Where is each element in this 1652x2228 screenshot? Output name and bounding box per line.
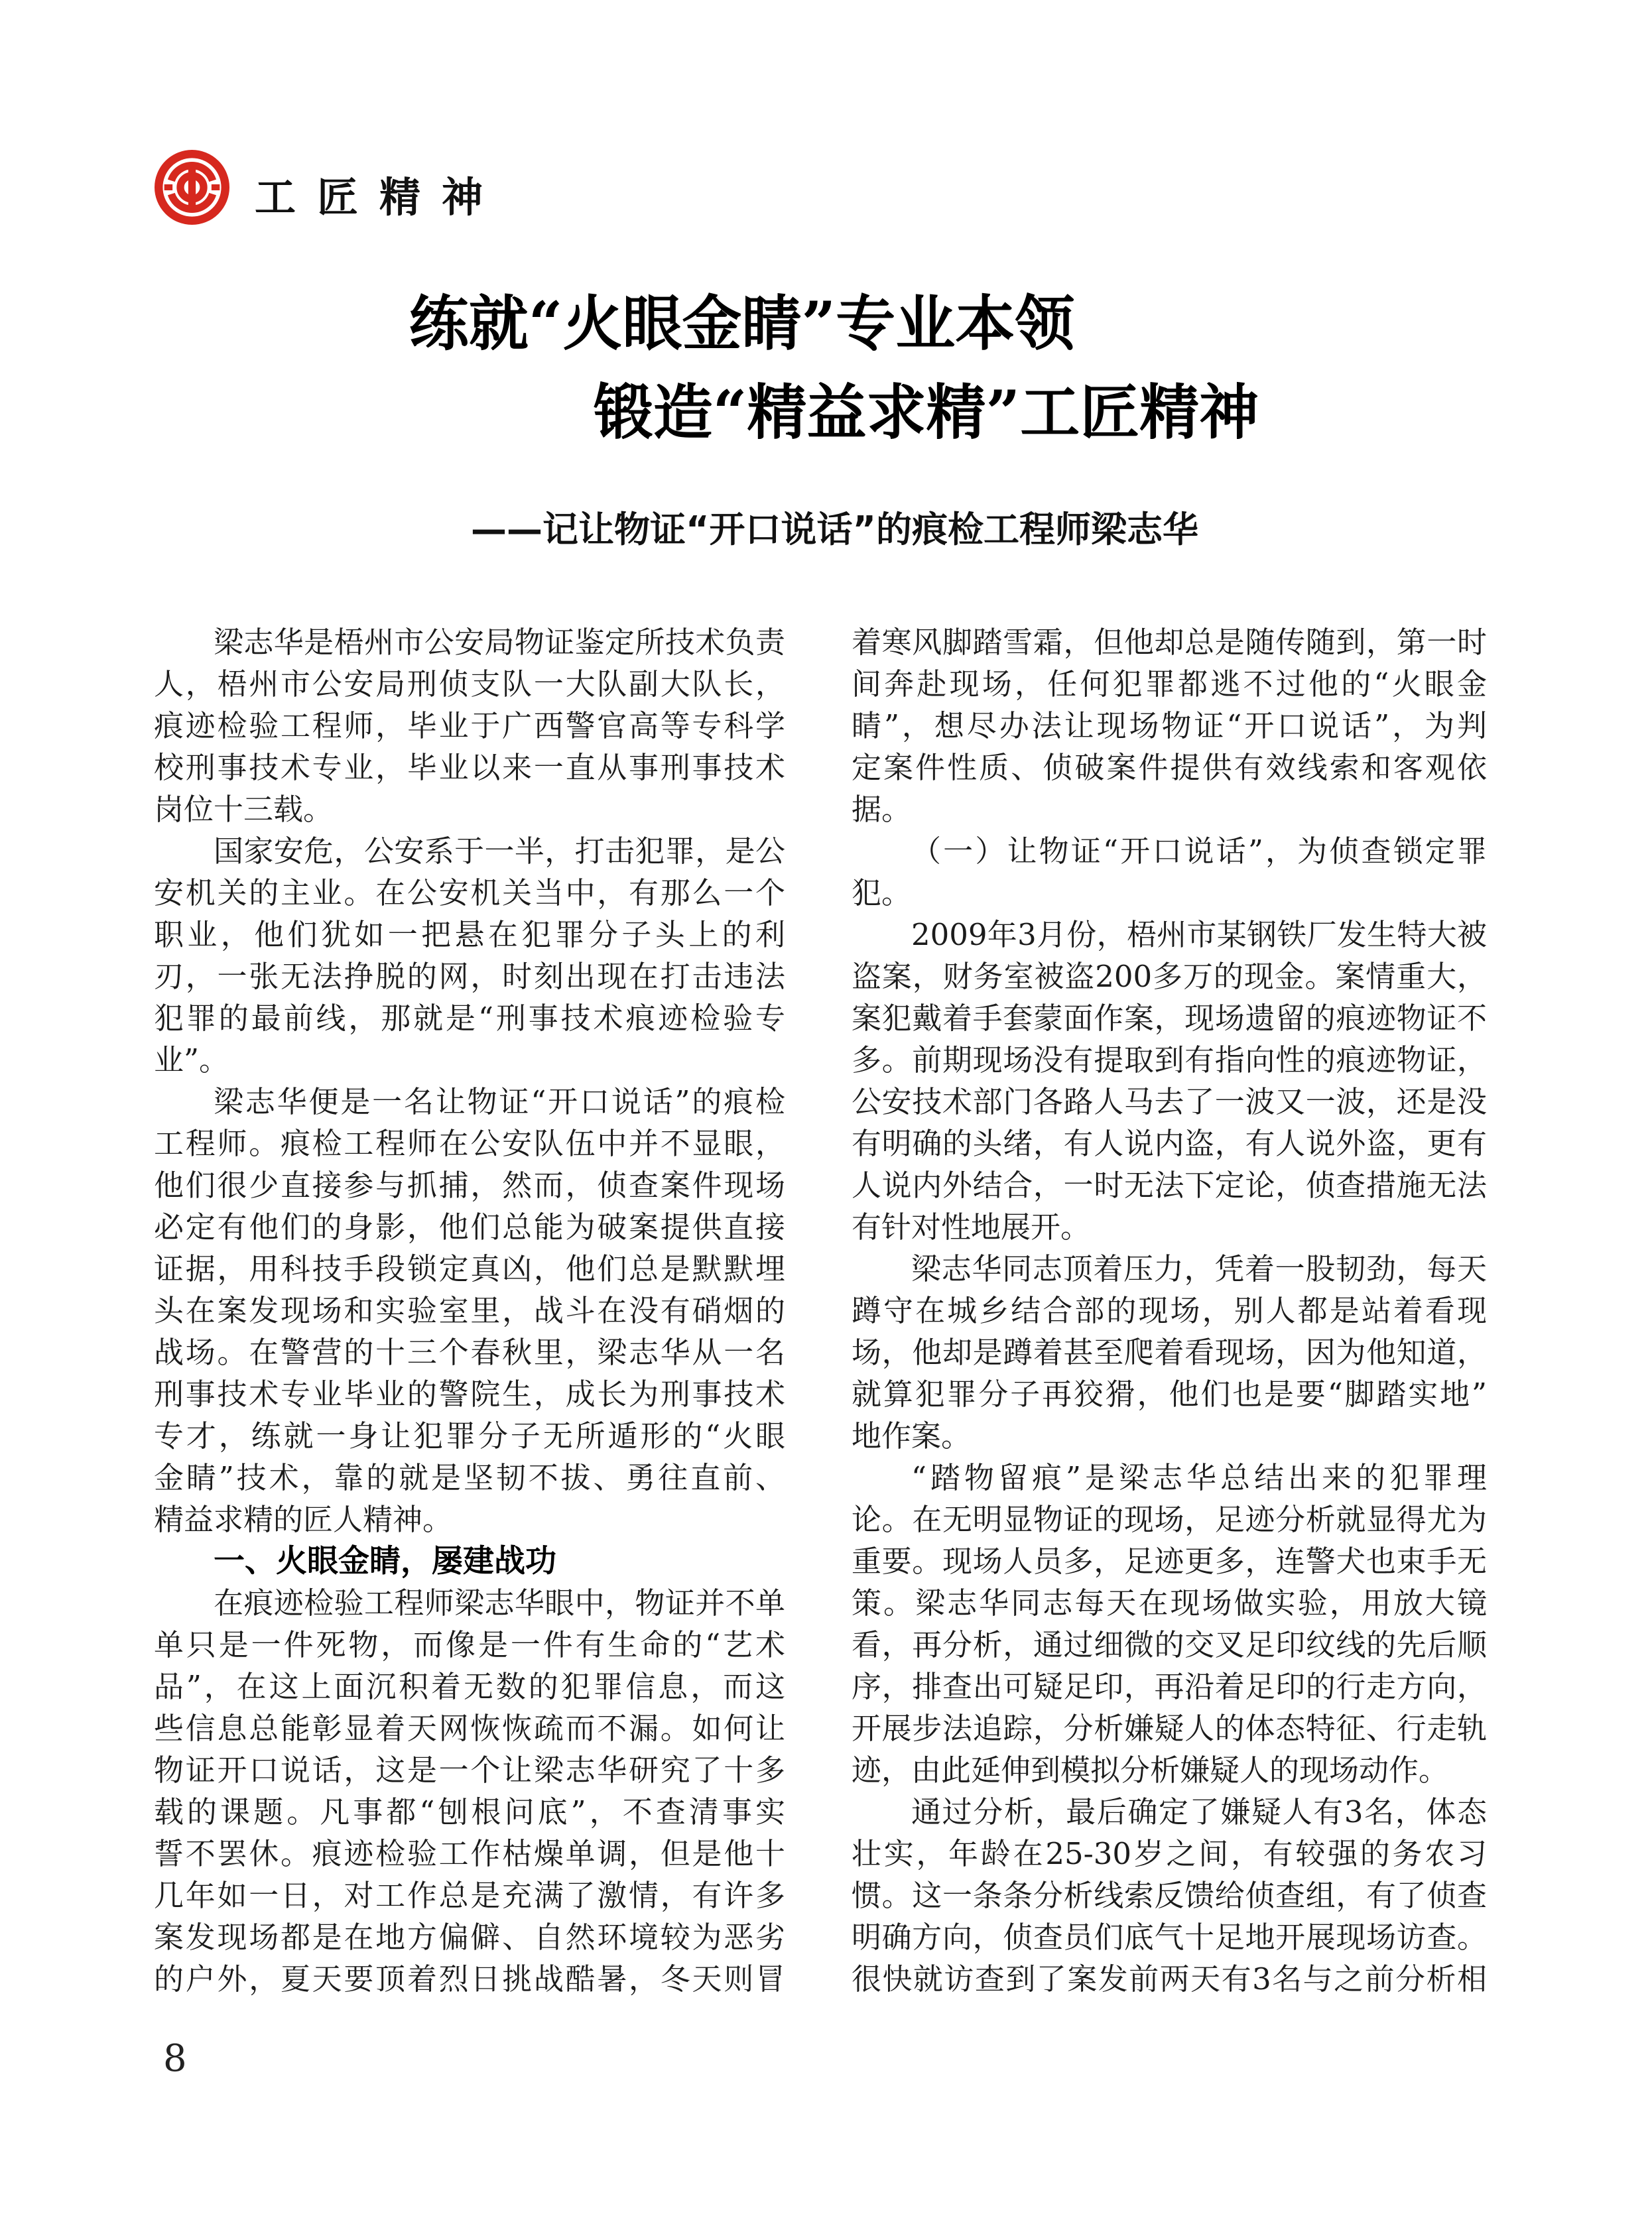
paragraph-line: 人，梧州市公安局刑侦支队一大队副大队长， xyxy=(154,666,785,702)
paragraph-line: 蹲守在城乡结合部的现场，别人都是站着看现 xyxy=(852,1293,1487,1328)
article-title-line-2: 锻造“精益求精”工匠精神 xyxy=(593,377,1259,448)
article-title-line-1: 练就“火眼金睛”专业本领 xyxy=(409,288,1075,359)
paragraph-line: 公安技术部门各路人马去了一波又一波，还是没 xyxy=(852,1084,1487,1119)
paragraph-line: 迹，由此延伸到模拟分析嫌疑人的现场动作。 xyxy=(852,1753,1449,1788)
paragraph-line: 些信息总能彰显着天网恢恢疏而不漏。如何让 xyxy=(154,1711,785,1746)
paragraph-line: 重要。现场人员多，足迹更多，连警犬也束手无 xyxy=(852,1544,1487,1579)
paragraph-line: 业”。 xyxy=(154,1042,229,1078)
paragraph-line: 岗位十三载。 xyxy=(154,792,334,827)
paragraph-line: 职业，他们犹如一把悬在犯罪分子头上的利 xyxy=(154,917,785,952)
paragraph-line: 犯。 xyxy=(852,875,912,910)
paragraph-line: 场，他却是蹲着甚至爬着看现场，因为他知道， xyxy=(852,1335,1487,1370)
paragraph-line: 工程师。痕检工程师在公安队伍中并不显眼， xyxy=(154,1126,785,1161)
paragraph-line: 犯罪的最前线，那就是“刑事技术痕迹检验专 xyxy=(154,1001,785,1036)
section-heading: 一、火眼金睛，屡建战功 xyxy=(214,1543,556,1579)
paragraph-line: 案犯戴着手套蒙面作案，现场遗留的痕迹物证不 xyxy=(852,1001,1487,1036)
paragraph-line: 通过分析，最后确定了嫌疑人有3名，体态 xyxy=(911,1794,1487,1829)
paragraph-line: 在痕迹检验工程师梁志华眼中，物证并不单 xyxy=(214,1585,785,1621)
paragraph-line: 开展步法追踪，分析嫌疑人的体态特征、行走轨 xyxy=(852,1711,1487,1746)
paragraph-line: 单只是一件死物，而像是一件有生命的“艺术 xyxy=(154,1627,785,1662)
paragraph-line: 有针对性地展开。 xyxy=(852,1209,1091,1245)
paragraph-line: 着寒风脚踏雪霜，但他却总是随传随到，第一时 xyxy=(852,625,1487,660)
paragraph-line: 安机关的主业。在公安机关当中，有那么一个 xyxy=(154,875,785,910)
paragraph-line: 他们很少直接参与抓捕，然而，侦查案件现场 xyxy=(154,1168,785,1203)
paragraph-line: （一）让物证“开口说话”，为侦查锁定罪 xyxy=(911,834,1487,869)
paragraph-line: 策。梁志华同志每天在现场做实验，用放大镜 xyxy=(852,1585,1487,1621)
paragraph-line: 据。 xyxy=(852,792,912,827)
paragraph-line: 人说内外结合，一时无法下定论，侦查措施无法 xyxy=(852,1168,1487,1203)
body-text-column-right xyxy=(852,621,1487,2000)
paragraph-line: 看，再分析，通过细微的交叉足印纹线的先后顺 xyxy=(852,1627,1487,1662)
paragraph-line: 头在案发现场和实验室里，战斗在没有硝烟的 xyxy=(154,1293,785,1328)
paragraph-line: 证据，用科技手段锁定真凶，他们总是默默埋 xyxy=(154,1251,785,1286)
paragraph-line: 专才，练就一身让犯罪分子无所遁形的“火眼 xyxy=(154,1418,785,1454)
paragraph-line: 战场。在警营的十三个春秋里，梁志华从一名 xyxy=(154,1335,785,1370)
paragraph-line: 誓不罢休。痕迹检验工作枯燥单调，但是他十 xyxy=(154,1836,785,1871)
paragraph-line: 载的课题。凡事都“刨根问底”，不查清事实 xyxy=(154,1794,785,1829)
paragraph-line: 刃，一张无法挣脱的网，时刻出现在打击违法 xyxy=(154,959,785,994)
paragraph-line: 明确方向，侦查员们底气十足地开展现场访查。 xyxy=(852,1920,1487,1955)
paragraph-line: 梁志华是梧州市公安局物证鉴定所技术负责 xyxy=(214,625,785,660)
paragraph-line: 地作案。 xyxy=(852,1418,972,1454)
paragraph-line: 睛”，想尽办法让现场物证“开口说话”，为判 xyxy=(852,708,1487,743)
paragraph-line: 痕迹检验工程师，毕业于广西警官高等专科学 xyxy=(154,708,785,743)
paragraph-line: “踏物留痕”是梁志华总结出来的犯罪理 xyxy=(911,1460,1487,1495)
paragraph-line: 就算犯罪分子再狡猾，他们也是要“脚踏实地” xyxy=(852,1377,1487,1412)
paragraph-line: 很快就访查到了案发前两天有3名与之前分析相 xyxy=(852,1961,1487,1997)
trade-union-emblem-icon xyxy=(155,150,229,225)
paragraph-line: 几年如一日，对工作总是充满了激情，有许多 xyxy=(154,1878,785,1913)
paragraph-line: 金睛”技术，靠的就是坚韧不拔、勇往直前、 xyxy=(154,1460,785,1495)
paragraph-line: 的户外，夏天要顶着烈日挑战酷暑，冬天则冒 xyxy=(154,1961,785,1997)
paragraph-line: 间奔赴现场，任何犯罪都逃不过他的“火眼金 xyxy=(852,666,1487,702)
column-banner-text: 工匠精神 xyxy=(255,173,505,221)
page-number: 8 xyxy=(163,2037,187,2080)
paragraph-line: 精益求精的匠人精神。 xyxy=(154,1502,453,1537)
paragraph-line: 2009年3月份，梧州市某钢铁厂发生特大被 xyxy=(911,917,1487,952)
paragraph-line: 物证开口说话，这是一个让梁志华研究了十多 xyxy=(154,1753,785,1788)
paragraph-line: 盗案，财务室被盗200多万的现金。案情重大， xyxy=(852,959,1487,994)
paragraph-line: 国家安危，公安系于一半，打击犯罪，是公 xyxy=(214,834,785,869)
paragraph-line: 梁志华便是一名让物证“开口说话”的痕检 xyxy=(214,1084,785,1119)
paragraph-line: 定案件性质、侦破案件提供有效线索和客观依 xyxy=(852,750,1487,785)
paragraph-line: 梁志华同志顶着压力，凭着一股韧劲，每天 xyxy=(911,1251,1487,1286)
paragraph-line: 论。在无明显物证的现场，足迹分析就显得尤为 xyxy=(852,1502,1487,1537)
paragraph-line: 壮实，年龄在25-30岁之间，有较强的务农习 xyxy=(852,1836,1487,1871)
article-subtitle: ——记让物证“开口说话”的痕检工程师梁志华 xyxy=(471,509,1198,550)
paragraph-line: 校刑事技术专业，毕业以来一直从事刑事技术 xyxy=(154,750,785,785)
paragraph-line: 序，排查出可疑足印，再沿着足印的行走方向， xyxy=(852,1669,1487,1704)
paragraph-line: 多。前期现场没有提取到有指向性的痕迹物证， xyxy=(852,1042,1487,1078)
paragraph-line: 必定有他们的身影，他们总能为破案提供直接 xyxy=(154,1209,785,1245)
paragraph-line: 品”，在这上面沉积着无数的犯罪信息，而这 xyxy=(154,1669,785,1704)
paragraph-line: 有明确的头绪，有人说内盗，有人说外盗，更有 xyxy=(852,1126,1487,1161)
paragraph-line: 刑事技术专业毕业的警院生，成长为刑事技术 xyxy=(154,1377,785,1412)
paragraph-line: 案发现场都是在地方偏僻、自然环境较为恶劣 xyxy=(154,1920,785,1955)
body-text-column-left xyxy=(154,621,785,2000)
paragraph-line: 惯。这一条条分析线索反馈给侦查组，有了侦查 xyxy=(852,1878,1487,1913)
